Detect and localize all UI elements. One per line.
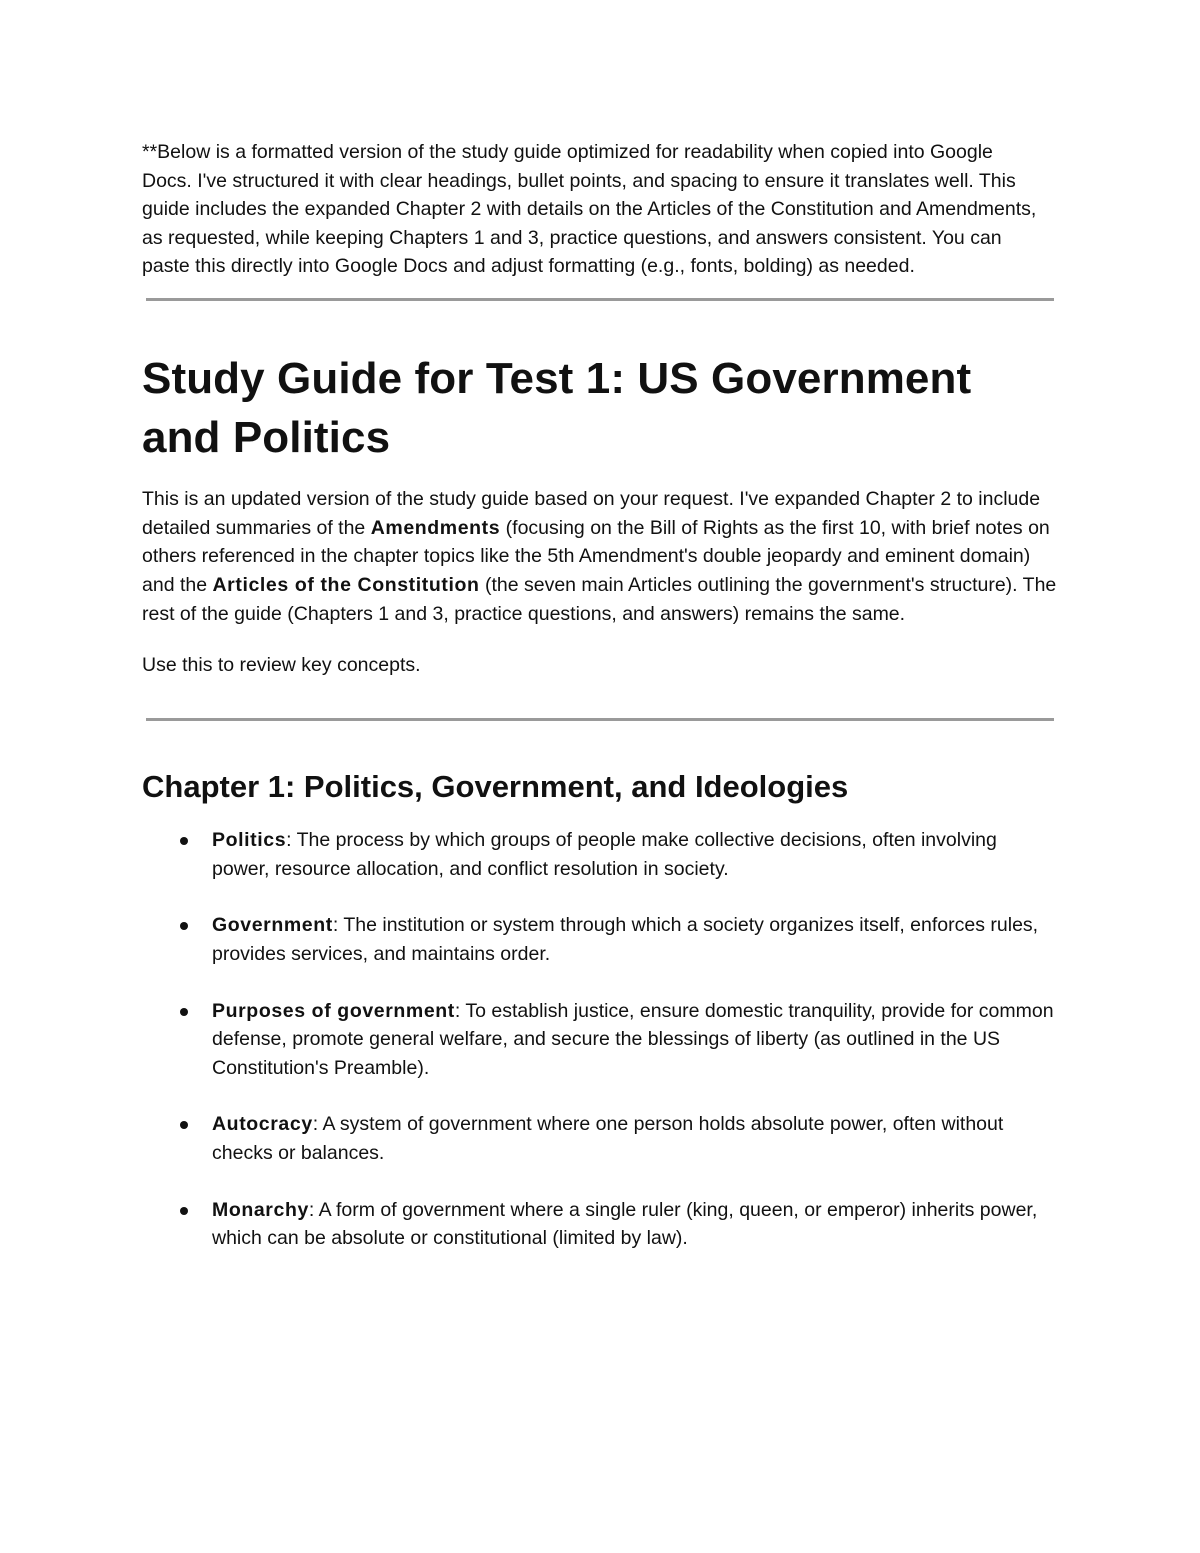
chapter-1-heading: Chapter 1: Politics, Government, and Ideologies xyxy=(142,769,849,805)
definition-text: : A form of government where a single ruler (king, queen, or emperor) inherits power, which can be absolute or constitutional (limited by law). xyxy=(212,1198,1038,1250)
document-page xyxy=(142,138,1062,1281)
horizontal-divider xyxy=(146,298,1054,301)
list-item xyxy=(142,1196,1057,1253)
list-item xyxy=(142,1110,1057,1167)
bullet-icon xyxy=(180,1121,188,1129)
definition-text: : The process by which groups of people make collective decisions, often involving power, resource allocation, and conflict resolution in society. xyxy=(212,829,997,880)
definition-term: Autocracy xyxy=(212,1113,313,1136)
intro-paragraph: **Below is a formatted version of the study guide optimized for readability when copied into Google Docs. I've structured it with clear headings, bullet points, and spacing to ensure it translates well. This guide includes the expanded Chapter 2 with details on the Articles of the Constitution and Amendments, as requested, while keeping Chapters 1 and 3, practice questions, and answers consistent. You can paste this directly into Google Docs and adjust formatting (e.g., fonts, bolding) as needed. xyxy=(142,141,1037,278)
bullet-icon xyxy=(180,1008,188,1016)
update-paragraph xyxy=(142,485,1057,629)
review-note: Use this to review key concepts. xyxy=(142,654,421,677)
definition-term: Government xyxy=(212,914,333,937)
document-title: Study Guide for Test 1: US Government and Politics xyxy=(142,353,972,462)
list-item xyxy=(142,997,1057,1083)
bullet-icon xyxy=(180,922,188,930)
definition-term: Purposes of government xyxy=(212,999,455,1022)
update-text-part3: (the seven main Articles outlining the government's structure). The rest of the guide (Chapters 1 and 3, practice questions, and answers) remains the same. xyxy=(142,574,1057,625)
chapter-1-definition-list xyxy=(142,826,1062,1253)
list-item xyxy=(142,911,1057,968)
amendments-bold: Amendments xyxy=(370,516,501,539)
horizontal-divider xyxy=(146,718,1054,721)
bullet-icon xyxy=(180,837,188,845)
definition-term: Monarchy xyxy=(212,1198,309,1221)
list-item xyxy=(142,826,1057,883)
definition-text: : To establish justice, ensure domestic tranquility, provide for common defense, promote general welfare, and secure the blessings of liberty (as outlined in the US Constitution's Preamble). xyxy=(212,999,1054,1079)
bullet-icon xyxy=(180,1207,188,1215)
definition-term: Politics xyxy=(212,829,287,852)
articles-bold: Articles of the Constitution xyxy=(212,574,480,597)
update-text-part1: This is an updated version of the study guide based on your request. I've expanded Chapter 2 to include detailed summaries of the xyxy=(142,487,1041,539)
update-text-part2: (focusing on the Bill of Rights as the first 10, with brief notes on others referenced in the chapter topics like the 5th Amendment's double jeopardy and eminent domain) and the xyxy=(142,516,1050,597)
definition-text: : A system of government where one person holds absolute power, often without checks or balances. xyxy=(212,1113,1004,1164)
definition-text: : The institution or system through which a society organizes itself, enforces rules, provides services, and maintains order. xyxy=(212,914,1039,965)
